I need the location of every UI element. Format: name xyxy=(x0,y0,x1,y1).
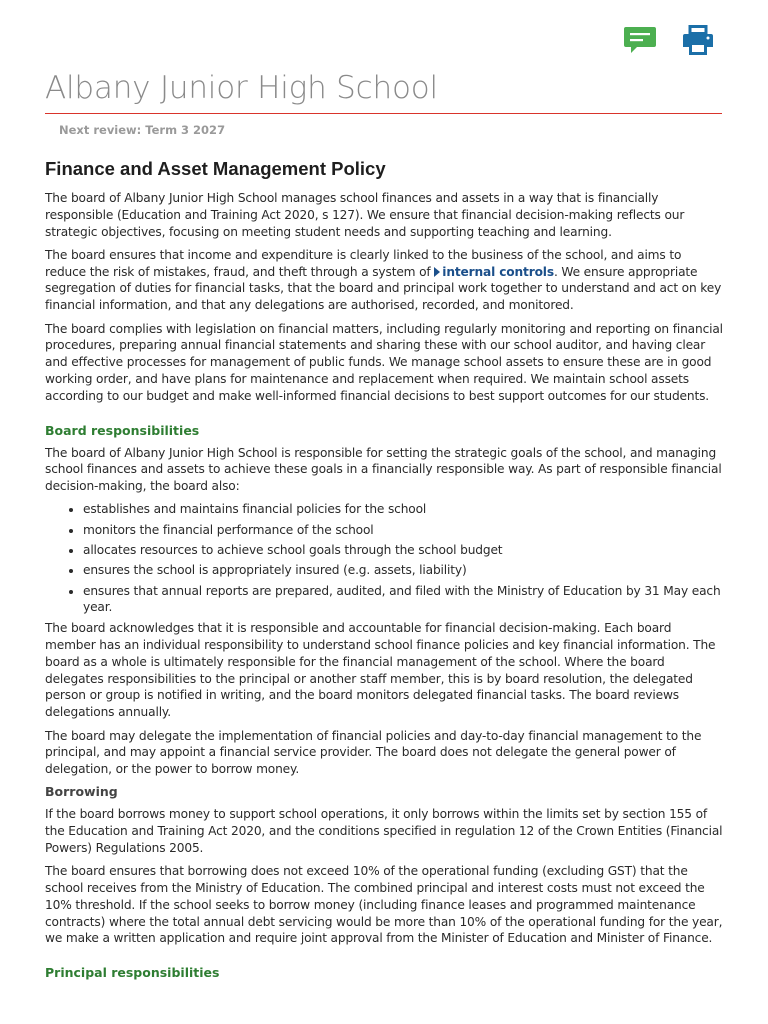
board-responsibilities-heading: Board responsibilities xyxy=(45,422,200,438)
list-item: • ensures that annual reports are prepared, audited, and filed with the Ministry of Education by 31 May each year. xyxy=(83,583,725,617)
comment-button[interactable] xyxy=(622,24,658,56)
print-button[interactable] xyxy=(680,24,716,56)
comment-icon xyxy=(623,25,657,55)
board-paragraph-2: The board may delegate the implementation of financial policies and day-to-day financial management to the principal, and may appoint a financial service provider. The board does not delegate the general power of delegation, or the power to borrow money. xyxy=(45,728,702,777)
toolbar xyxy=(622,24,716,56)
print-icon xyxy=(682,25,714,55)
board-lead-paragraph: The board of Albany Junior High School is responsible for setting the strategic goals of the school, and managing school finances and assets to achieve these goals in a financially responsible way. As part of responsible financial decision-making, the board also: xyxy=(45,445,722,494)
borrowing-paragraph-1: If the board borrows money to support school operations, it only borrows within the limits set by section 155 of the Education and Training Act 2020, and the conditions specified in regulation 12 of the Crown Entities (Financial Powers) Regulations 2005. xyxy=(45,807,723,855)
borrowing-paragraph-2: The board ensures that borrowing does not exceed 10% of the operational funding (excluding GST) that the school receives from the Ministry of Education. The combined principal and interest costs must not exceed the 10% threshold. If the school seeks to borrow money (including finance leases and programmed maintenance contracts) where the total annual debt servicing would be more than 10% of the operational funding for the year, we make a written application and require joint approval from the Minister of Education and Minister of Finance. xyxy=(45,864,723,946)
policy-content xyxy=(45,158,725,987)
intro-paragraph-3: The board complies with legislation on financial matters, including regularly monitoring and reporting on financial procedures, preparing annual financial statements and sharing these with our school auditor, and having clear and effective processes for management of public funds. We manage school assets to ensure these are in good working order, and have plans for maintenance and replacement when required. We maintain school assets according to our budget and make well-informed financial decisions to best support outcomes for our students. xyxy=(45,321,723,403)
title-divider xyxy=(45,113,722,114)
list-item: • establishes and maintains financial policies for the school xyxy=(83,501,725,518)
intro-paragraph-2-end: . We ensure appropriate segregation of duties for financial tasks, that the board and principal work together to understand and act on key financial information, and that any delegations are authorised, recorded, and monitored. xyxy=(45,264,722,313)
list-item: • monitors the financial performance of the school xyxy=(83,522,725,539)
list-item: • allocates resources to achieve school goals through the school budget xyxy=(83,542,725,559)
internal-controls-link-text: internal controls xyxy=(442,264,554,279)
school-name: Albany Junior High School xyxy=(45,70,438,106)
board-responsibility-list xyxy=(45,501,725,616)
next-review-date: Next review: Term 3 2027 xyxy=(59,123,226,137)
policy-title: Finance and Asset Management Policy xyxy=(45,158,386,179)
intro-paragraph-1: The board of Albany Junior High School manages school finances and assets in a way that is financially responsible (Education and Training Act 2020, s 127). We ensure that financial decision-making reflects our strategic objectives, focusing on meeting student needs and supporting teaching and learning. xyxy=(45,191,685,239)
principal-responsibilities-heading: Principal responsibilities xyxy=(45,965,220,981)
borrowing-heading: Borrowing xyxy=(45,784,118,800)
expand-arrow-icon xyxy=(434,267,440,277)
list-item: • ensures the school is appropriately insured (e.g. assets, liability) xyxy=(83,562,725,579)
intro-paragraph-2-start: The board ensures that income and expenditure is clearly linked to the business of the school, and aims to reduce the risk of mistakes, fraud, and theft through a system of xyxy=(45,247,682,279)
intro-paragraph-2 xyxy=(45,247,725,314)
internal-controls-link[interactable] xyxy=(434,265,554,279)
board-paragraph-1: The board acknowledges that it is responsible and accountable for financial decision-making. Each board member has an individual responsibility to understand school finance policies and key financial information. The board as a whole is ultimately responsible for the financial management of the school. Where the board delegates responsibilities to the principal or another staff member, this is by board resolution, the delegated person or group is notified in writing, and the board monitors delegated financial tasks. The board reviews delegations annually. xyxy=(45,621,716,720)
